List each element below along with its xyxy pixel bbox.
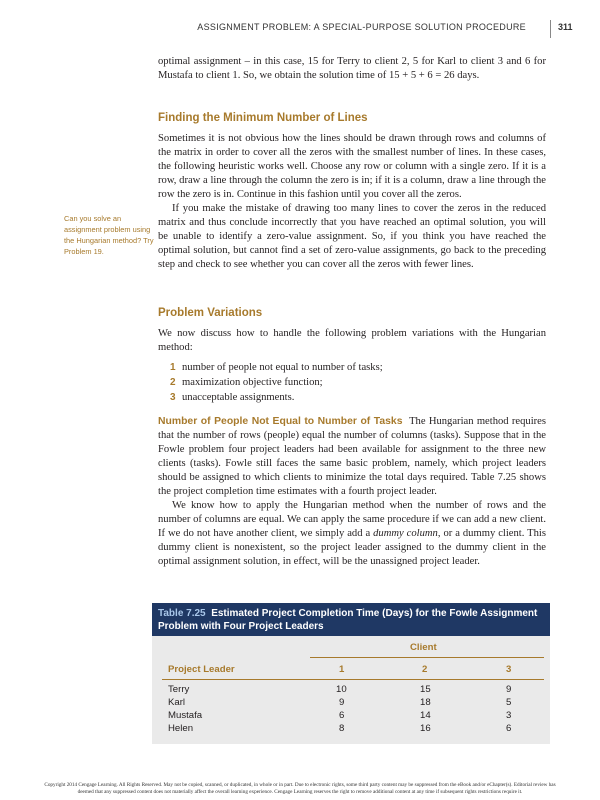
client-header-rule (310, 657, 544, 658)
list-text: unacceptable assignments. (182, 392, 295, 403)
table-cell: 9 (506, 684, 512, 695)
list-text: maximization objective function; (182, 377, 323, 388)
section-heading-finding-lines: Finding the Minimum Number of Lines (158, 112, 368, 124)
intro-block (158, 55, 546, 83)
table-cell: 18 (420, 697, 431, 708)
table-number: Table 7.25 (158, 608, 206, 619)
column-header-project-leader: Project Leader (168, 664, 235, 675)
table-cell-leader: Mustafa (168, 710, 203, 721)
section-finding-lines-body (158, 132, 546, 272)
paragraph-too-many-lines: If you make the mistake of drawing too many lines to cover the zeros in the reduced matrix and thus conclude incorrectly that you have reached an optimal solution, you will be unable to identify a zero-value assignment. So, if you think you have reached the optimal solution, but cannot find a set of zero-value assignments, go back to the preceding step and check to see whether you can cover all the zeros with fewer lines. (158, 203, 546, 270)
table-cell: 9 (339, 697, 345, 708)
footer-line: Copyright 2014 Cengage Learning. All Rights Reserved. May not be copied, scanned, or duplicated, in whole or in part. Due to electronic rights, some third party content may be suppressed from the eBook and/or eChapter(s). Editorial review has (44, 782, 556, 788)
list-text: number of people not equal to number of tasks; (182, 362, 383, 373)
table-cell: 6 (506, 723, 512, 734)
list-number: 1 (170, 362, 176, 373)
runin-heading: Number of People Not Equal to Number of Tasks (158, 416, 403, 427)
section-heading-problem-variations: Problem Variations (158, 307, 263, 319)
column-header-client-1: 1 (339, 664, 345, 675)
table-cell: 16 (420, 723, 431, 734)
problem-variations-list (170, 360, 546, 405)
list-item (170, 360, 546, 375)
list-item (170, 375, 546, 390)
table-cell: 10 (336, 684, 347, 695)
table-caption: Estimated Project Completion Time (Days) for the Fowle Assignment Problem with Four Project Leaders (158, 608, 538, 632)
column-header-rule (162, 679, 544, 680)
table-cell: 8 (339, 723, 345, 734)
paragraph-hungarian-requirement (158, 415, 546, 499)
list-number: 2 (170, 377, 176, 388)
page-number: 311 (558, 22, 573, 32)
list-number: 3 (170, 392, 176, 403)
paragraph-text-part: , or a dummy client. This dummy client is nonexistent, so the project leader assigned to the dummy client in the optimal assignment solution, in effect, will be the unassigned project leader. (158, 528, 546, 567)
margin-note: Can you solve an assignment problem using the Hungarian method? Try Problem 19. (64, 214, 154, 256)
running-head: ASSIGNMENT PROBLEM: A SPECIAL-PURPOSE SOLUTION PROCEDURE (197, 22, 526, 32)
paragraph-dummy-column (158, 499, 546, 569)
copyright-footer (30, 782, 570, 796)
table-title-bar (152, 603, 550, 636)
footer-line: deemed that any suppressed content does not materially affect the overall learning experience. Cengage Learning reserves the right to remove additional content at any time if subsequent rights restrictions require it. (77, 789, 523, 795)
paragraph-text: The Hungarian method requires that the number of rows (people) equal the number of columns (tasks). Suppose that in the Fowle problem four project leaders had been available for assignment to the three new clients (tasks). Fowle still faces the same basic problem, namely, which project leaders should be assigned to which clients to minimize the total days required. Table 7.25 shows the project completion time estimates with a fourth project leader. (158, 416, 546, 497)
paragraph-heuristic: Sometimes it is not obvious how the lines should be drawn through rows and columns of the matrix in order to cover all the zeros with the smallest number of lines. In these cases, the following heuristic works well. Choose any row or column with a single zero. If it is a row, draw a line through the column the zero is in; if it is a column, draw a line through the row the zero is in. Continue in this fashion until you cover all the zeros. (158, 133, 546, 200)
table-cell: 5 (506, 697, 512, 708)
table-cell-leader: Helen (168, 723, 194, 734)
list-item (170, 390, 546, 405)
table-cell-leader: Karl (168, 697, 186, 708)
section-problem-variations (158, 307, 546, 319)
column-header-client-3: 3 (506, 664, 512, 675)
table-7-25 (152, 603, 550, 744)
intro-paragraph: optimal assignment – in this case, 15 for Terry to client 2, 5 for Karl to client 3 and 6 for Mustafa to client 1. So, we obtain the solution time of 15 + 5 + 6 = 26 days. (158, 56, 546, 81)
header-divider (550, 20, 551, 38)
column-header-client-2: 2 (422, 664, 428, 675)
dummy-column-term: dummy column (373, 528, 438, 539)
table-cell: 14 (420, 710, 431, 721)
client-group-header: Client (410, 642, 437, 653)
table-cell: 15 (420, 684, 431, 695)
problem-variations-intro-block (158, 327, 546, 355)
paragraph-text-part: We know how to apply the Hungarian method when the number of rows and the number of columns are equal. We can apply the same procedure if we can add a new client. If we do not have another client, we simply add a (158, 500, 546, 539)
section-finding-lines (158, 112, 546, 124)
problem-variations-intro: We now discuss how to handle the following problem variations with the Hungarian method: (158, 328, 546, 353)
table-cell: 3 (506, 710, 512, 721)
page-header (0, 20, 600, 42)
subsection-unequal (158, 415, 546, 569)
table-cell: 6 (339, 710, 345, 721)
table-cell-leader: Terry (168, 684, 190, 695)
